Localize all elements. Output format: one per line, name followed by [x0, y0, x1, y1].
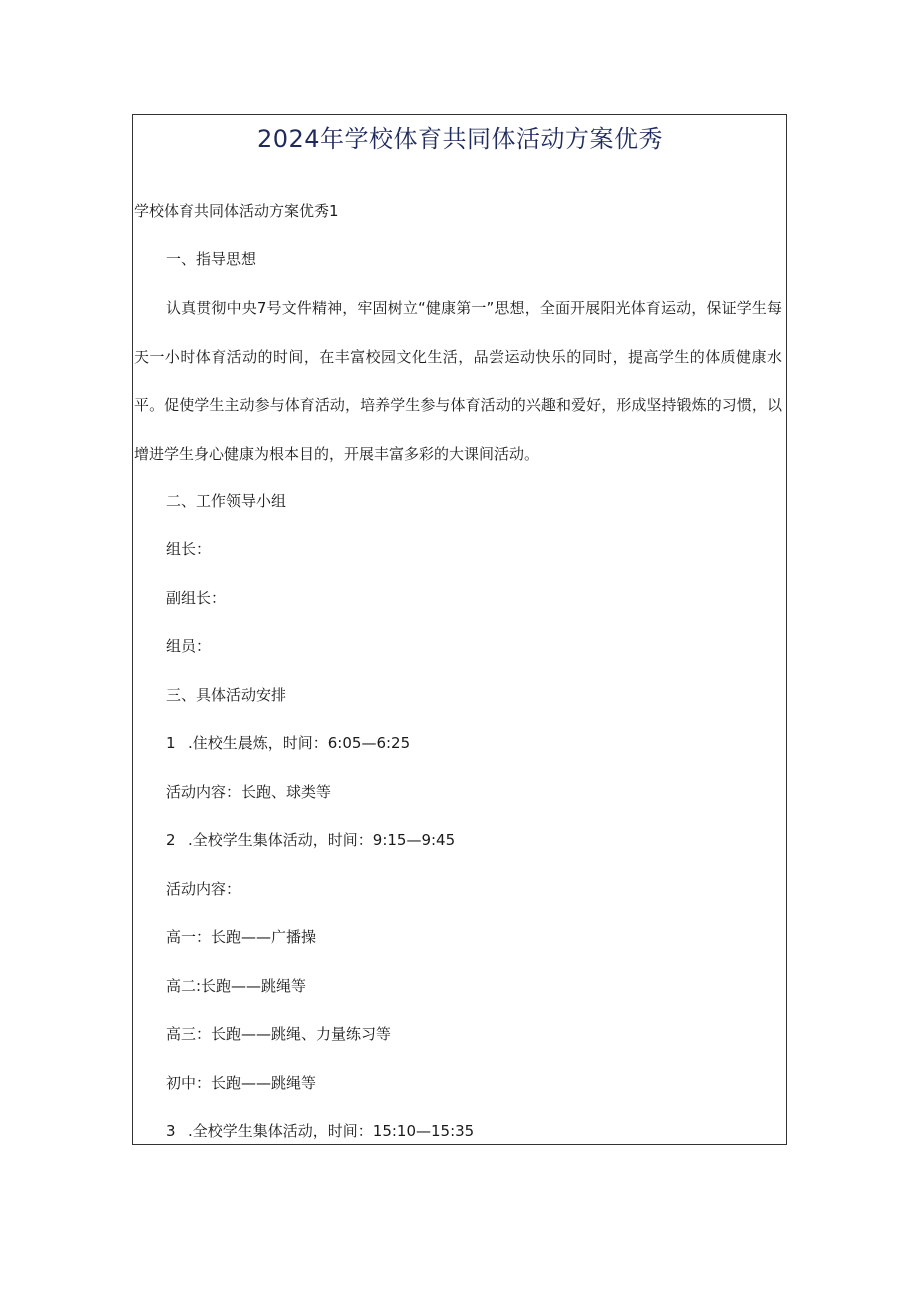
grade-senior-3-activity: 高三：长跑——跳绳、力量练习等	[166, 1025, 392, 1043]
item-number: 3	[166, 1122, 176, 1140]
section-body-guiding-ideology: 认真贯彻中央7号文件精神，牢固树立“健康第一”思想，全面开展阳光体育运动，保证学生每天一小时体育活动的时间，在丰富校园文化生活，品尝运动快乐的同时，提高学生的体质健康水平。促使学生主动参与体育活动，培养学生参与体育活动的兴趣和爱好，形成坚持锻炼的习惯，以增进学生身心健康为根本目的，开展丰富多彩的大课间活动。	[134, 299, 782, 463]
group-vice-leader-label: 副组长：	[166, 589, 227, 607]
schedule-item-1-content: 活动内容：长跑、球类等	[166, 783, 332, 801]
section-heading-leadership-group: 二、工作领导小组	[166, 492, 287, 510]
document-title: 2024年学校体育共同体活动方案优秀	[256, 125, 664, 153]
item-text: .住校生晨炼，时间：6:05—6:25	[188, 734, 411, 752]
schedule-item-2-content: 活动内容：	[166, 880, 242, 898]
item-text: .全校学生集体活动，时间：15:10—15:35	[188, 1122, 475, 1140]
grade-senior-1-activity: 高一：长跑——广播操	[166, 928, 317, 946]
schedule-item-3	[166, 1120, 474, 1142]
group-members-label: 组员：	[166, 637, 212, 655]
grade-senior-2-activity: 高二:长跑——跳绳等	[166, 977, 307, 995]
junior-school-activity: 初中：长跑——跳绳等	[166, 1074, 317, 1092]
item-text: .全校学生集体活动，时间：9:15—9:45	[188, 831, 456, 849]
item-number: 2	[166, 831, 176, 849]
section-heading-guiding-ideology: 一、指导思想	[166, 250, 257, 268]
section-heading-activity-schedule: 三、具体活动安排	[166, 686, 287, 704]
schedule-item-2	[166, 829, 455, 851]
item-number: 1	[166, 734, 176, 752]
document-subtitle: 学校体育共同体活动方案优秀1	[134, 202, 339, 220]
schedule-item-1	[166, 732, 410, 754]
group-leader-label: 组长：	[166, 540, 212, 558]
